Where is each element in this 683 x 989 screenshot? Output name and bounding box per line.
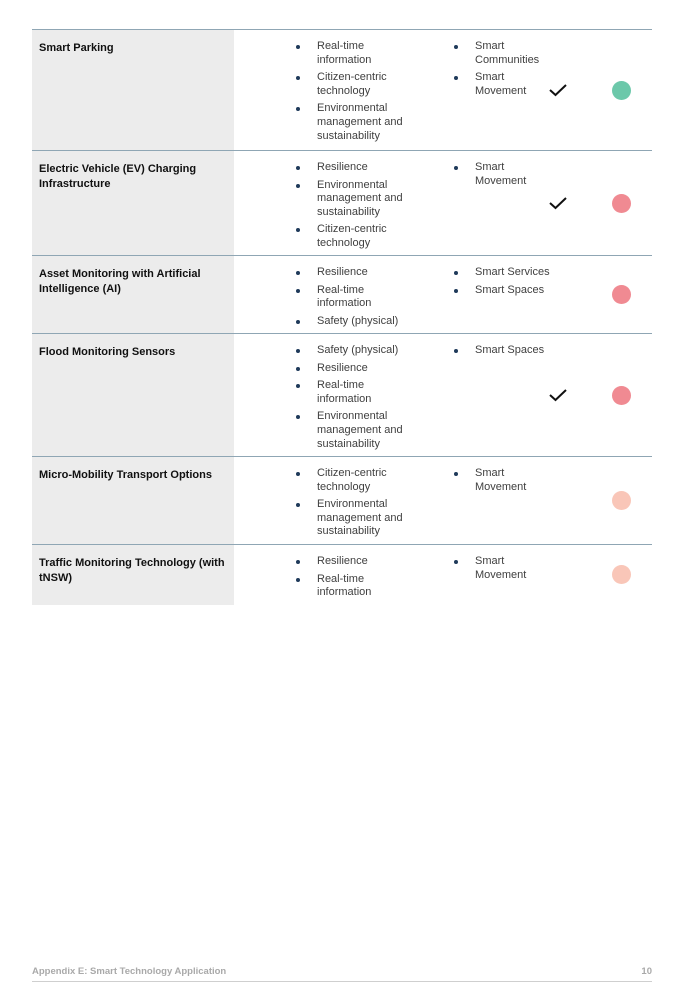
list-item: Environmental management and sustainability (292, 498, 442, 539)
focus-areas-list (410, 151, 560, 192)
bullet-icon (296, 228, 300, 232)
list-item: Real-time information (292, 573, 442, 600)
bullet-icon (296, 166, 300, 170)
status-dot (612, 81, 631, 100)
technology-table (32, 29, 652, 605)
technology-name: Traffic Monitoring Technology (with tNSW) (32, 545, 234, 605)
table-row (32, 256, 652, 334)
focus-areas-list (410, 256, 560, 301)
table-row (32, 151, 652, 256)
bullet-icon (296, 472, 300, 476)
list-item: Real-time information (292, 379, 442, 406)
technology-name: Micro-Mobility Transport Options (32, 457, 234, 544)
list-item: Smart Movement (450, 555, 560, 582)
focus-areas-list (410, 545, 560, 586)
checkmark-icon (548, 195, 568, 211)
bullet-icon (296, 45, 300, 49)
bullet-icon (296, 367, 300, 371)
list-item: Smart Spaces (450, 284, 560, 298)
list-item: Smart Movement (450, 161, 560, 188)
bullet-icon (296, 384, 300, 388)
list-item: Smart Movement (450, 467, 560, 494)
list-item: Smart Communities (450, 40, 560, 67)
bullet-icon (296, 320, 300, 324)
list-item: Resilience (292, 362, 442, 376)
list-item: Smart Spaces (450, 344, 560, 358)
page-footer (32, 965, 652, 982)
checkmark-icon (548, 387, 568, 403)
bullet-icon (454, 76, 458, 80)
list-item: Real-time information (292, 40, 442, 67)
bullet-icon (454, 560, 458, 564)
bullet-icon (296, 184, 300, 188)
status-dot (612, 285, 631, 304)
list-item: Citizen-centric technology (292, 71, 442, 98)
footer-title: Appendix E: Smart Technology Application (32, 966, 227, 977)
bullet-icon (296, 560, 300, 564)
bullet-icon (296, 578, 300, 582)
table-row (32, 457, 652, 545)
list-item: Environmental management and sustainability (292, 102, 442, 143)
status-dot (612, 491, 631, 510)
bullet-icon (296, 271, 300, 275)
list-item: Resilience (292, 555, 442, 569)
bullet-icon (454, 166, 458, 170)
bullet-icon (296, 349, 300, 353)
focus-areas-list (410, 457, 560, 498)
table-row (32, 334, 652, 457)
checkmark-icon (548, 82, 568, 98)
list-item: Citizen-centric technology (292, 467, 442, 494)
list-item: Environmental management and sustainability (292, 179, 442, 220)
list-item: Safety (physical) (292, 315, 442, 329)
page-number: 10 (641, 966, 652, 977)
list-item: Citizen-centric technology (292, 223, 442, 250)
list-item: Environmental management and sustainability (292, 410, 442, 451)
list-item: Real-time information (292, 284, 442, 311)
status-dot (612, 386, 631, 405)
bullet-icon (454, 349, 458, 353)
bullet-icon (296, 503, 300, 507)
technology-name: Electric Vehicle (EV) Charging Infrastructure (32, 151, 234, 255)
list-item: Safety (physical) (292, 344, 442, 358)
focus-areas-list (410, 30, 560, 102)
list-item: Resilience (292, 266, 442, 280)
bullet-icon (296, 76, 300, 80)
technology-name: Flood Monitoring Sensors (32, 334, 234, 456)
bullet-icon (296, 415, 300, 419)
status-dot (612, 194, 631, 213)
table-row (32, 30, 652, 151)
focus-areas-list (410, 334, 560, 362)
list-item: Smart Movement (450, 71, 560, 98)
bullet-icon (454, 45, 458, 49)
status-dot (612, 565, 631, 584)
table-row (32, 545, 652, 605)
bullet-icon (296, 289, 300, 293)
bullet-icon (296, 107, 300, 111)
bullet-icon (454, 472, 458, 476)
bullet-icon (454, 289, 458, 293)
bullet-icon (454, 271, 458, 275)
list-item: Smart Services (450, 266, 560, 280)
technology-name: Smart Parking (32, 30, 234, 150)
technology-name: Asset Monitoring with Artificial Intelligence (AI) (32, 256, 234, 333)
list-item: Resilience (292, 161, 442, 175)
